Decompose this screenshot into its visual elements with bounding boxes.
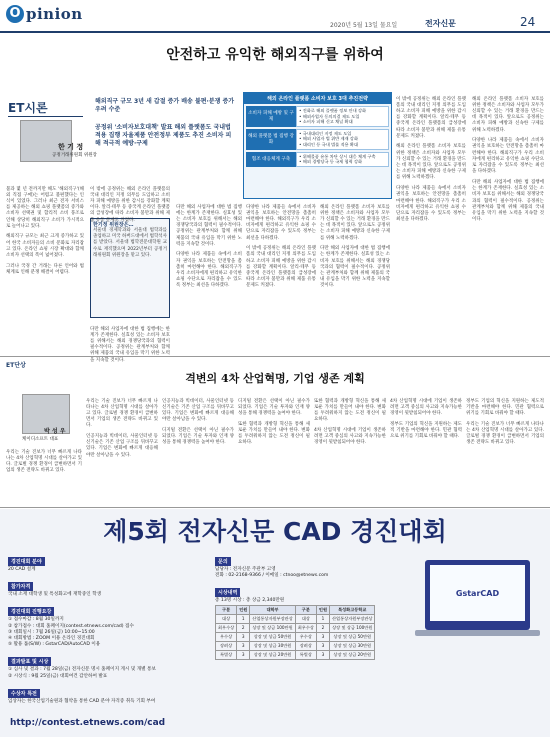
diagram-row-label: 소비자 피해 예방 및 구제: [246, 106, 296, 127]
ad-info-left: [8, 548, 208, 718]
info-box-title: 한기정 위원장은…: [93, 222, 134, 228]
paragraph: 4차 산업혁명 시대에 기업이 생존하려면 고객 중심의 사고와 지속가능한 경영이 뒷받침되어야 한다.: [314, 427, 386, 446]
paragraph: 다만 해외 사업자에 대한 법 집행에는 한계가 존재한다. 실효성 있는 소비자 보호를 위해서는 해외 경쟁당국과의 협력이 필수적이다. 공정위는 관계부처와 함께 위해 제품의 국내 유입을 막기 위한 노력을 지속할 것이다.: [90, 326, 170, 363]
table-cell: 상장 및 상금 50만원: [330, 632, 375, 641]
info-box-text: 서울대 경제학과와 서울대 법학과를 졸업하고 미국 하버드대에서 법학석사를 받았다. 서울대 법학전문대학원 교수로 재직했으며 2022년부터 공정거래위원회 위원장을 맡고 있다.: [93, 228, 167, 258]
table-cell: 상장 및 상금 20만원: [250, 650, 295, 659]
paragraph: 4차 산업혁명 시대에 기업이 생존하려면 고객 중심의 사고와 지속가능한 경영이 뒷받침되어야 한다.: [390, 398, 462, 416]
paragraph: 해외 온라인 플랫폼 소비자 보호를 위한 정책은 소비자와 사업자 모두가 신뢰할 수 있는 거래 환경을 만드는 데 목적이 있다. 앞으로도 공정위는 소비자 피해 예방과 신속한 구제를 위해 노력하겠다.: [320, 204, 390, 241]
table-cell: 최우수상: [216, 623, 237, 632]
column-label: ET시론: [8, 101, 48, 115]
table-cell: 1: [237, 614, 250, 623]
article-body-column: [466, 394, 544, 504]
lead-summary-1: 해외직구 규모 3년 새 갑절 증가 배송 불편·분쟁 증가 우려 수준: [95, 98, 235, 113]
table-cell: 산업통상자원부장관상: [330, 614, 375, 623]
author-title: 공정거래위원회 위원장: [52, 153, 97, 158]
diagram-row: [246, 129, 389, 150]
author-name: 한 기 정: [58, 143, 84, 151]
column-label: ET단상: [6, 362, 26, 369]
ad-info-right: [215, 548, 415, 660]
ad-section: [8, 680, 208, 705]
table-cell: 3: [316, 650, 329, 659]
table-cell: 3: [237, 632, 250, 641]
laptop-illustration: [425, 560, 530, 630]
table-row: [216, 632, 375, 641]
contact-heading: 문의: [215, 557, 231, 566]
paragraph: 디지털 전환은 선택이 아닌 필수가 되었다. 기업은 기술 투자와 인재 양성을 통해 경쟁력을 높여야 한다.: [162, 427, 234, 446]
paragraph: 다만 해외 사업자에 대한 법 집행에는 한계가 존재한다. 실효성 있는 소비자 보호를 위해서는 해외 경쟁당국과의 협력이 필수적이다. 공정위는 관계부처와 함께 위해 제품의 국내 유입을 막기 위한 노력을 지속할 것이다.: [176, 204, 242, 247]
article-body-column: [238, 394, 310, 504]
table-cell: 3: [316, 641, 329, 650]
table-cell: 우수상: [216, 632, 237, 641]
paragraph: 디지털 전환은 선택이 아닌 필수가 되었다. 기업은 기술 투자와 인재 양성을 통해 경쟁력을 높여야 한다.: [238, 398, 310, 416]
article-body-column: [390, 394, 462, 504]
ad-section-text: 20 CAD 설계: [8, 567, 36, 572]
ad-section: [8, 648, 208, 679]
table-cell: 1: [316, 614, 329, 623]
paragraph: 그러나 국경 간 거래는 다른 언어와 법 체계로 인해 분쟁 해결이 어렵다.: [6, 263, 84, 275]
section-divider: [0, 356, 550, 357]
section-divider: [0, 507, 550, 508]
article-body-column: [320, 200, 390, 350]
laptop-base: [415, 630, 540, 636]
diagram-title: 해외 온라인 플랫폼 소비자 보호 3대 추진전략: [244, 93, 391, 104]
ad-section-text: 국내 소재 대학생 및 특성화고에 재학중인 학생: [8, 592, 102, 598]
table-cell: 장려상: [216, 641, 237, 650]
diagram-row-text: • 전화로 해외 플랫폼 정보 안내 강화 • 해외사업자 동의의결 제도 도입 • 소비자 피해 신고 채널 확대: [296, 106, 389, 127]
table-header: 구분: [216, 605, 237, 614]
table-header: 대학부: [250, 605, 295, 614]
ad-section: [8, 598, 208, 648]
paragraph: 우리는 기술 진보가 너무 빠르게 나타나는 4차 산업혁명 시대를 살아가고 있다. 글로벌 경쟁 환경이 급변하면서 기업의 생존 전략도 바뀌고 있다.: [466, 421, 544, 446]
paragraph: 우리는 기술 진보가 너무 빠르게 나타나는 4차 산업혁명 시대를 살아가고 있다. 글로벌 경쟁 환경이 급변하면서 기업의 생존 전략도 바뀌고 있다.: [6, 449, 82, 474]
table-header: 인원: [237, 605, 250, 614]
paragraph: 정부도 기업의 혁신을 지원하는 제도적 기반을 마련해야 한다. 민관 협력으로 위기를 기회로 바꿔야 할 때다.: [466, 398, 544, 416]
table-cell: 특별상: [295, 650, 316, 659]
paragraph: 이 밖에 공정위는 해외 온라인 플랫폼의 국내 대리인 지정 의무를 도입하고 소비자 피해 예방을 위한 감시를 강화할 계획이다. 알리·테무 등 중국계 온라인 플랫폼의 급성장에 따라 소비자 불만과 위해 제품 유통 문제도 커졌다.: [246, 246, 316, 289]
paragraph: 인공지능과 빅데이터, 사물인터넷 등 신기술은 기존 산업 구조를 뒤바꾸고 있다. 기업은 변화에 빠르게 대응해야만 살아남을 수 있다.: [86, 434, 158, 458]
article-body-column: [472, 92, 544, 350]
table-header: 특성화고등학교: [330, 605, 375, 614]
article-body-column: [176, 200, 242, 350]
diagram-row: [246, 152, 389, 167]
award-heading: 시상내역: [215, 588, 240, 597]
paragraph: 다양한 나라 제품들 속에서 소비자 권익을 보호하는 안전망을 촘촘히 마련해야 한다. 해외직구가 우리 소비자에게 편리하고 유익한 쇼핑 수단으로 자리잡을 수 있도록 정부는 최선을 다하겠다.: [472, 138, 544, 175]
diagram-row-text: • 국내대리인 지정 제도 도입 • 해외 사업자 법 위반 제재 강화 • 대리인 등 국내 법률 적용 확대: [296, 129, 389, 150]
strategy-diagram: [243, 92, 392, 199]
article-body-column: [162, 394, 234, 504]
table-cell: 상장 및 상금 30만원: [250, 641, 295, 650]
table-cell: 상장 및 상금 100만원: [330, 623, 375, 632]
diagram-row-label: 협조 대응체계 구축: [246, 152, 296, 167]
paragraph: 다양한 나라 제품들 속에서 소비자 권익을 보호하는 안전망을 촘촘히 마련해야 한다. 해외직구가 우리 소비자에게 편리하고 유익한 쇼핑 수단으로 자리잡을 수 있도록 정부는 최선을 다하겠다.: [396, 186, 466, 223]
author-info-box: [90, 218, 170, 318]
paragraph: 우리는 기술 진보가 너무 빠르게 나타나는 4차 산업혁명 시대를 살아가고 있다. 글로벌 경쟁 환경이 급변하면서 기업의 생존 전략도 바뀌고 있다.: [86, 398, 158, 429]
table-cell: 2: [237, 623, 250, 632]
paragraph: 정부도 기업의 혁신을 지원하는 제도적 기반을 마련해야 한다. 민관 협력으로 위기를 기회로 바꿔야 할 때다.: [390, 421, 462, 440]
table-cell: 상장 및 상금 100만원: [250, 623, 295, 632]
table-cell: 우수상: [295, 632, 316, 641]
paragraph: 인공지능과 빅데이터, 사물인터넷 등 신기술은 기존 산업 구조를 뒤바꾸고 있다. 기업은 변화에 빠르게 대응해야만 살아남을 수 있다.: [162, 398, 234, 423]
diagram-row-text: • 위해물품 유통 차단 상시 대응 체계 구축 • 해외 경쟁당국 등 국제 협력 강화: [296, 152, 389, 167]
table-cell: 상장 및 상금 30만원: [330, 641, 375, 650]
table-row: [216, 650, 375, 659]
middle-article-title: 격변의 4차 산업혁명, 기업 생존 계획: [185, 372, 365, 385]
paragraph: 다만 해외 사업자에 대한 법 집행에는 한계가 존재한다. 실효성 있는 소비자 보호를 위해서는 해외 경쟁당국과의 협력이 필수적이다. 공정위는 관계부처와 함께 위해 제품의 국내 유입을 막기 위한 노력을 지속할 것이다.: [320, 246, 390, 289]
paragraph: 해외 온라인 플랫폼 소비자 보호를 위한 정책은 소비자와 사업자 모두가 신뢰할 수 있는 거래 환경을 만드는 데 목적이 있다. 앞으로도 공정위는 소비자 피해 예방과 신속한 구제를 위해 노력하겠다.: [472, 96, 544, 133]
ad-section-heading: 경진대회 진행요강: [8, 607, 54, 616]
table-row: [216, 641, 375, 650]
table-header-row: [216, 605, 375, 614]
award-total: 총 13명 시상 : 총 상금 2,340만원: [215, 598, 285, 604]
column-label-rule: [8, 116, 83, 117]
ad-section-text: ① 심사 및 결과 : 7월 28일(금) 전자신문 명시 홈페이지 게시 및 개별 통보 ② 시상식 : 9월 25일(금) 대회여건 감안하여 발표: [8, 667, 156, 679]
issue-date: 2020년 5월 13일 물요일: [330, 22, 398, 29]
table-cell: 최우수상: [295, 623, 316, 632]
table-cell: 3: [237, 650, 250, 659]
table-cell: 3: [237, 641, 250, 650]
contact-text: 담당자 : 전자신문 주관부 고영 전화 : 02-2168-9366 / 이메일 : ctnoo@etnews.com: [215, 567, 329, 579]
ad-section-heading: 경진대회 분야: [8, 557, 45, 566]
ad-section: [8, 573, 208, 598]
paragraph: 불과 몇 년 전까지만 해도 '해외직구'(해외 직접 구매)는 어렵고 불편했다는 인식이 있었다. 그러나 최근 전자 서비스를 제공하는 해외 쇼핑 플랫폼의 증가와 소비자 선택권 및 합리적 소비 풍조로 인해 상당히 해외직구 소비가 가시적으로 늘어나고 있다.: [6, 186, 84, 229]
paragraph: 다만 해외 사업자에 대한 법 집행에는 한계가 존재한다. 실효성 있는 소비자 보호를 위해서는 해외 경쟁당국과의 협력이 필수적이다. 공정위는 관계부처와 함께 위해 제품의 국내 유입을 막기 위한 노력을 지속할 것이다.: [472, 179, 544, 223]
paragraph: 또한 협력과 개방형 혁신을 통해 새로운 가치를 만들어 내야 한다. 변화를 두려워하지 않는 도전 정신이 필요하다.: [314, 398, 386, 423]
author-name: 박 성 우: [44, 428, 66, 435]
article-body-column: [90, 182, 170, 223]
article-body-column: [6, 445, 82, 505]
table-cell: 대상: [216, 614, 237, 623]
paragraph: 해외 온라인 플랫폼 소비자 보호를 위한 정책은 소비자와 사업자 모두가 신뢰할 수 있는 거래 환경을 만드는 데 목적이 있다. 앞으로도 공정위는 소비자 피해 예방과 신속한 구제를 위해 노력하겠다.: [396, 144, 466, 181]
ad-title: 제5회 전자신문 CAD 경진대회: [103, 517, 447, 546]
header-rule: [0, 31, 550, 33]
paragraph: 다양한 나라 제품들 속에서 소비자 권익을 보호하는 안전망을 촘촘히 마련해야 한다. 해외직구가 우리 소비자에게 편리하고 유익한 쇼핑 수단으로 자리잡을 수 있도록 정부는 최선을 다하겠다.: [246, 204, 316, 241]
table-cell: 대상: [295, 614, 316, 623]
article-body-column: [246, 200, 316, 350]
table-cell: 상장 및 상금 20만원: [330, 650, 375, 659]
diagram-row: [246, 106, 389, 127]
table-cell: 특별상: [216, 650, 237, 659]
table-cell: 상장 및 상금 50만원: [250, 632, 295, 641]
paragraph: 또한 협력과 개방형 혁신을 통해 새로운 가치를 만들어 내야 한다. 변화를 두려워하지 않는 도전 정신이 필요하다.: [238, 421, 310, 446]
ad-section-heading: 참가자격: [8, 582, 33, 591]
ad-section-heading: 수상자 특전: [8, 689, 40, 698]
diagram-row-label: 해외 플랫폼 법 집행 강화: [246, 129, 296, 150]
article-body-column: [314, 394, 386, 504]
paper-name: 전자신문: [425, 19, 456, 28]
author-title: 케이디소프트 대표: [22, 437, 59, 442]
page-number: 24: [520, 15, 536, 29]
article-body-column: [90, 322, 170, 363]
article-body-column: [396, 92, 466, 350]
ad-section-heading: 결과발표 및 시상: [8, 657, 51, 666]
top-article-title: 안전하고 유익한 해외직구를 위하여: [166, 47, 384, 63]
opinion-logo-icon: O: [6, 5, 24, 23]
award-table: [215, 605, 375, 660]
paragraph: 이 밖에 공정위는 해외 온라인 플랫폼의 국내 대리인 지정 의무를 도입하고 소비자 피해 예방을 위한 감시를 강화할 계획이다. 알리·테무 등 중국계 온라인 플랫폼의 급성장에 따라 소비자 불만과 위해 제품 유통 문제도 커졌다.: [396, 96, 466, 139]
table-header: 인원: [316, 605, 329, 614]
article-body-column: [86, 394, 158, 504]
ad-section-text: 입상자는 한국산업기술원과 협약을 통한 CAD 분야 자격증 취득 기회 부여: [8, 698, 156, 704]
contest-url-link[interactable]: http://contest.etnews.com/cad: [10, 718, 166, 728]
article-body-column: [6, 182, 84, 350]
table-cell: 장려상: [295, 641, 316, 650]
paragraph: 이 밖에 공정위는 해외 온라인 플랫폼의 국내 대리인 지정 의무를 도입하고 소비자 피해 예방을 위한 감시를 강화할 계획이다. 알리·테무 등 중국계 온라인 플랫폼의 급성장에 따라 소비자 불만과 위해 제품 유통 문제도 커졌다.: [90, 186, 170, 223]
section-title: pinion: [26, 5, 83, 23]
software-logo: GstarCAD: [430, 565, 525, 621]
table-cell: 3: [316, 632, 329, 641]
lead-summary-2: 공정위 '소비자보호대책' 발표 해외 플랫폼도 국내법 적용 집행 자율제품 안전정부 제품도 추진 소비자 피해 적극적 예방·구제: [95, 124, 232, 147]
table-header: 구분: [295, 605, 316, 614]
table-cell: 2: [316, 623, 329, 632]
table-row: [216, 614, 375, 623]
paragraph: 다양한 나라 제품들 속에서 소비자 권익을 보호하는 안전망을 촘촘히 마련해야 한다. 해외직구가 우리 소비자에게 편리하고 유익한 쇼핑 수단으로 자리잡을 수 있도록 정부는 최선을 다하겠다.: [176, 252, 242, 289]
table-row: [216, 623, 375, 632]
ad-section: [8, 548, 208, 573]
paragraph: 해외직구 규모는 최근 크게 증가하고 있어 한국 소비자들의 소비 문화로 자리잡고 있다. 온라인 쇼핑 시장 확대와 함께 소비자 선택의 폭이 넓어졌다.: [6, 234, 84, 259]
ad-section-text: ① 접수마감 : 8월 30일까지 ② 참가접수 : 대회 홈페이지(contest.etnews.com/cad) 접수 ③ 대회일시 : 7월 26일(금) 10:00~15:00 ④ 대회방법 : ZOOM 이용 온라인 경진대회 ⑤ 활용 툴(S/W) : GstarCAD/AutoCAD 이용: [8, 617, 134, 648]
table-cell: 산업통상자원부장관상: [250, 614, 295, 623]
